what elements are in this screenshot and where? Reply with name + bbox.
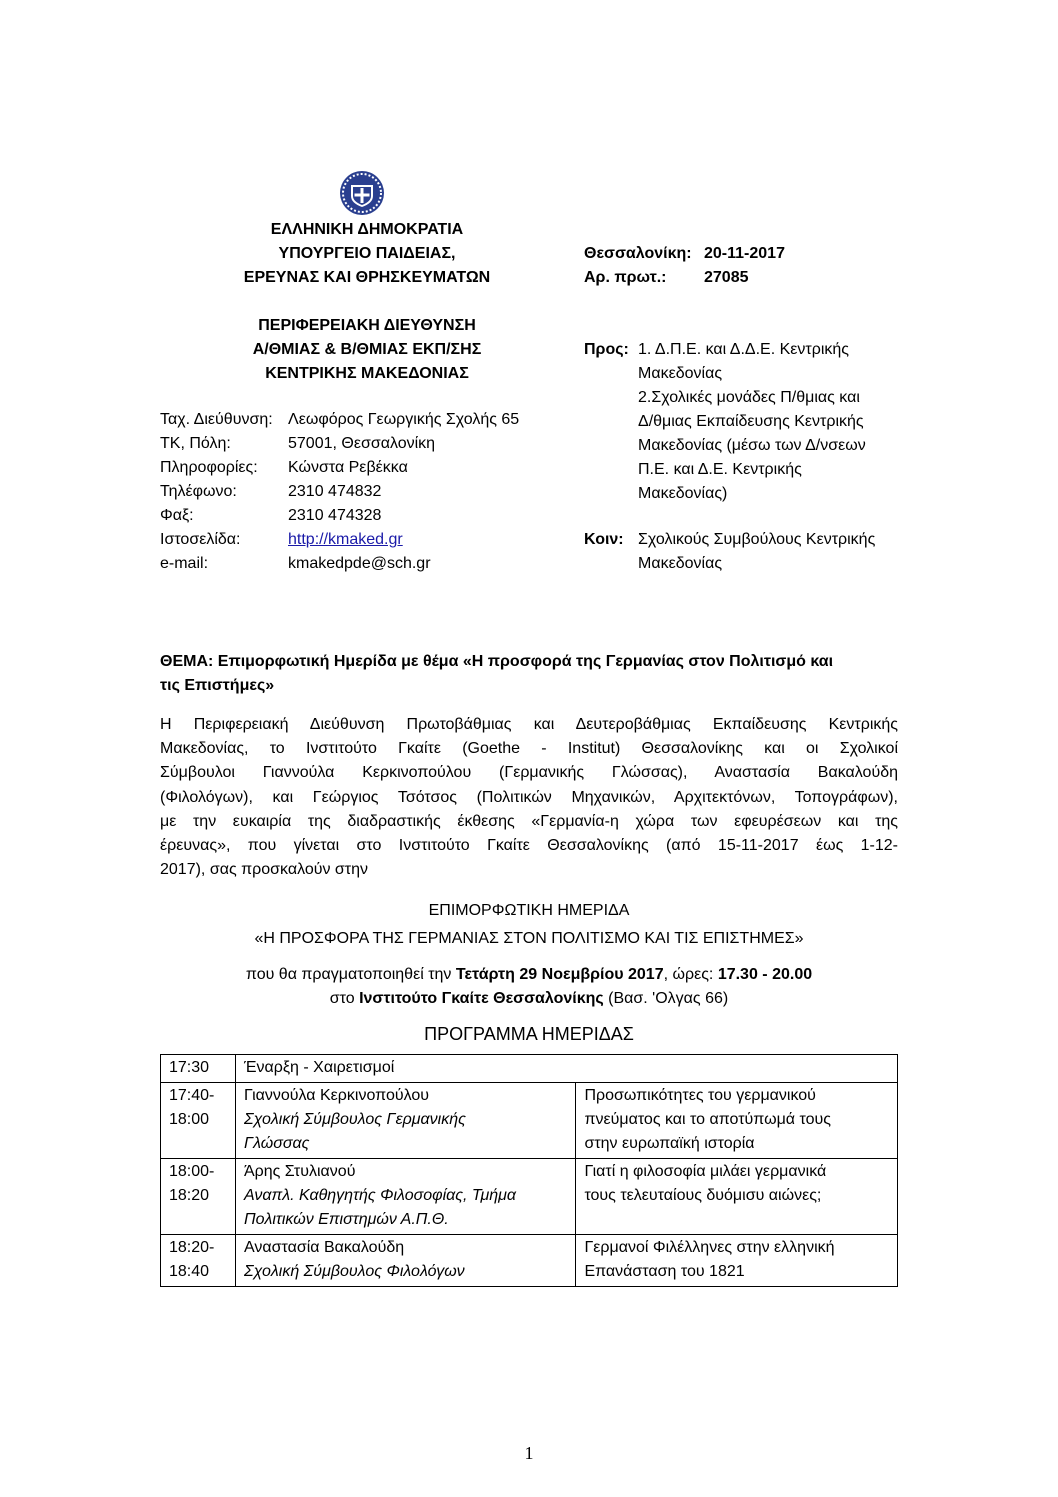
date-value: 20-11-2017 [704, 245, 785, 262]
ministry-name-2: ΕΡΕΥΝΑΣ ΚΑΙ ΘΡΗΣΚΕΥΜΑΤΩΝ [243, 269, 491, 286]
subject-line-2: τις Επιστήμες» [160, 677, 275, 694]
time-text: 18:20 [169, 1187, 210, 1204]
cc-line: Σχολικούς Συμβούλους Κεντρικής [638, 531, 876, 548]
topic-text: Γιατί η φιλοσοφία μιλάει γερμανικά [584, 1163, 827, 1180]
topic-cell [576, 1235, 898, 1287]
body-line: Μακεδονίας, το Ινστιτούτο Γκαίτε (Goethe - Institut) Θεσσαλονίκης και οι Σχολικοί [160, 740, 898, 758]
speaker-role: Σχολική Σύμβουλος Φιλολόγων [243, 1263, 465, 1280]
speaker-name: Έναρξη - Χαιρετισμοί [243, 1059, 395, 1076]
body-line: Σύμβουλοι Γιαννούλα Κερκινοπούλου (Γερμανικής Γλώσσας), Αναστασία Βακαλούδη [160, 764, 898, 782]
date-label: Θεσσαλονίκη: [584, 245, 692, 262]
event-title: «Η ΠΡΟΣΦΟΡΑ ΤΗΣ ΓΕΡΜΑΝΙΑΣ ΣΤΟΝ ΠΟΛΙΤΙΣΜΟ ΚΑΙ ΤΙΣ ΕΠΙΣΤΗΜΕΣ» [254, 930, 804, 947]
contact-label: Φαξ: [160, 507, 194, 524]
recipient-line: Π.Ε. και Δ.Ε. Κεντρικής [638, 461, 802, 478]
speaker-name: Γιαννούλα Κερκινοπούλου [243, 1087, 429, 1104]
opening-cell [235, 1055, 897, 1083]
speaker-name: Άρης Στυλιανού [243, 1163, 356, 1180]
when-mid: , ώρες: [663, 966, 718, 983]
table-row [161, 1083, 898, 1159]
recipient-line: 1. Δ.Π.Ε. και Δ.Δ.Ε. Κεντρικής [638, 341, 849, 358]
program-table [160, 1054, 898, 1287]
event-heading [0, 899, 1058, 923]
cc-line: Μακεδονίας [638, 555, 723, 572]
protocol-value: 27085 [704, 269, 749, 286]
recipient-line: Μακεδονίας (μέσω των Δ/νσεων [638, 437, 866, 454]
topic-cell [576, 1159, 898, 1235]
contact-value: 2310 474328 [288, 507, 382, 524]
time-text: 18:20- [169, 1239, 215, 1256]
page-number: 1 [524, 1443, 534, 1463]
time-cell [161, 1235, 236, 1287]
table-row [161, 1055, 898, 1083]
topic-text: Προσωπικότητες του γερμανικού [584, 1087, 816, 1104]
body-paragraph [160, 713, 898, 882]
directorate-3: ΚΕΝΤΡΙΚΗΣ ΜΑΚΕΔΟΝΙΑΣ [265, 365, 469, 382]
recipient-line: Μακεδονίας [638, 365, 723, 382]
directorate-1: ΠΕΡΙΦΕΡΕΙΑΚΗ ΔΙΕΥΘΥΝΣΗ [258, 317, 476, 334]
event-heading-text: ΕΠΙΜΟΡΦΩΤΙΚΗ ΗΜΕΡΙΔΑ [428, 902, 630, 919]
speaker-cell [235, 1159, 575, 1235]
cc-label: Κοιν: [584, 531, 624, 548]
topic-text: στην ευρωπαϊκή ιστορία [584, 1135, 755, 1152]
contact-label: Τηλέφωνο: [160, 483, 237, 500]
topic-text: τους τελευταίους δυόμισυ αιώνες; [584, 1187, 822, 1204]
contact-value: Κώνστα Ρεβέκκα [288, 459, 408, 476]
time-cell [161, 1159, 236, 1235]
time-cell [161, 1055, 236, 1083]
where-place: Ινστιτούτο Γκαίτε Θεσσαλονίκης [359, 990, 604, 1007]
time-cell [161, 1083, 236, 1159]
time-text: 17:30 [169, 1059, 210, 1076]
topic-text: Γερμανοί Φιλέλληνες στην ελληνική [584, 1239, 835, 1256]
table-row [161, 1235, 898, 1287]
where-suffix: (Βασ. 'Ολγας 66) [603, 990, 729, 1007]
program-heading: ΠΡΟΓΡΑΜΜΑ ΗΜΕΡΙΔΑΣ [424, 1024, 634, 1044]
recipient-line: Δ/θμιας Εκπαίδευσης Κεντρικής [638, 413, 864, 430]
speaker-role: Πολιτικών Επιστημών Α.Π.Θ. [243, 1211, 449, 1228]
time-text: 18:00- [169, 1163, 215, 1180]
speaker-role: Αναπλ. Καθηγητής Φιλοσοφίας, Τμήμα [243, 1187, 517, 1204]
time-text: 18:40 [169, 1263, 210, 1280]
contact-label: Πληροφορίες: [160, 459, 258, 476]
contact-label: e-mail: [160, 555, 209, 572]
speaker-role: Σχολική Σύμβουλος Γερμανικής [243, 1111, 466, 1128]
where-prefix: στο [329, 990, 360, 1007]
body-line: Η Περιφερειακή Διεύθυνση Πρωτοβάθμιας και Δευτεροβάθμιας Εκπαίδευσης Κεντρικής [160, 716, 898, 733]
speaker-cell [235, 1083, 575, 1159]
table-row [161, 1159, 898, 1235]
when-hours: 17.30 - 20.00 [717, 966, 813, 983]
email-value: kmakedpde@sch.gr [288, 555, 431, 572]
event-when [160, 963, 898, 987]
org-name: ΕΛΛΗΝΙΚΗ ΔΗΜΟΚΡΑΤΙΑ [270, 221, 464, 238]
speaker-role: Γλώσσας [243, 1135, 310, 1152]
protocol-label: Αρ. πρωτ.: [584, 269, 667, 286]
time-text: 17:40- [169, 1087, 215, 1104]
greek-emblem-icon [339, 170, 385, 216]
topic-cell [576, 1083, 898, 1159]
when-day: Τετάρτη 29 Νοεμβρίου 2017 [455, 966, 664, 983]
speaker-name: Αναστασία Βακαλούδη [243, 1239, 405, 1256]
ministry-name-1: ΥΠΟΥΡΓΕΙΟ ΠΑΙΔΕΙΑΣ, [278, 245, 456, 262]
subject-line-1: ΘΕΜΑ: Επιμορφωτική Ημερίδα με θέμα «Η προσφορά της Γερμανίας στον Πολιτισμό και [160, 653, 834, 670]
directorate-2: Α/ΘΜΙΑΣ & Β/ΘΜΙΑΣ ΕΚΠ/ΣΗΣ [252, 341, 482, 358]
topic-text: Επανάσταση του 1821 [584, 1263, 745, 1280]
contact-value: 2310 474832 [288, 483, 382, 500]
time-text: 18:00 [169, 1111, 210, 1128]
speaker-cell [235, 1235, 575, 1287]
to-label: Προς: [584, 341, 629, 358]
contact-label: Ταχ. Διεύθυνση: [160, 411, 273, 428]
body-line: (Φιλολόγων), και Γεώργιος Τσότσος (Πολιτικών Μηχανικών, Αρχιτεκτόνων, Τοπογράφων), [160, 788, 898, 806]
recipient-line: 2.Σχολικές μονάδες Π/θμιας και [638, 389, 860, 406]
contact-value: 57001, Θεσσαλονίκη [288, 435, 436, 452]
website-link[interactable]: http://kmaked.gr [288, 531, 403, 548]
body-line: 2017), σας προσκαλούν στην [160, 861, 369, 879]
topic-text: πνεύματος και το αποτύπωμά τους [584, 1111, 831, 1128]
recipient-line: Μακεδονίας) [638, 485, 728, 502]
body-line: με την ευκαιρία της διαδραστικής έκθεσης «Γερμανία-η χώρα των εφευρέσεων και της [160, 812, 898, 830]
body-line: έρευνας», που γίνεται στο Ινστιτούτο Γκαίτε Θεσσαλονίκης (από 15-11-2017 έως 1-12- [160, 837, 898, 855]
when-prefix: που θα πραγματοποιηθεί την [245, 966, 456, 983]
contact-value: Λεωφόρος Γεωργικής Σχολής 65 [288, 411, 520, 428]
contact-label: ΤΚ, Πόλη: [160, 435, 231, 452]
contact-label: Ιστοσελίδα: [160, 531, 241, 548]
event-where [160, 987, 898, 1011]
